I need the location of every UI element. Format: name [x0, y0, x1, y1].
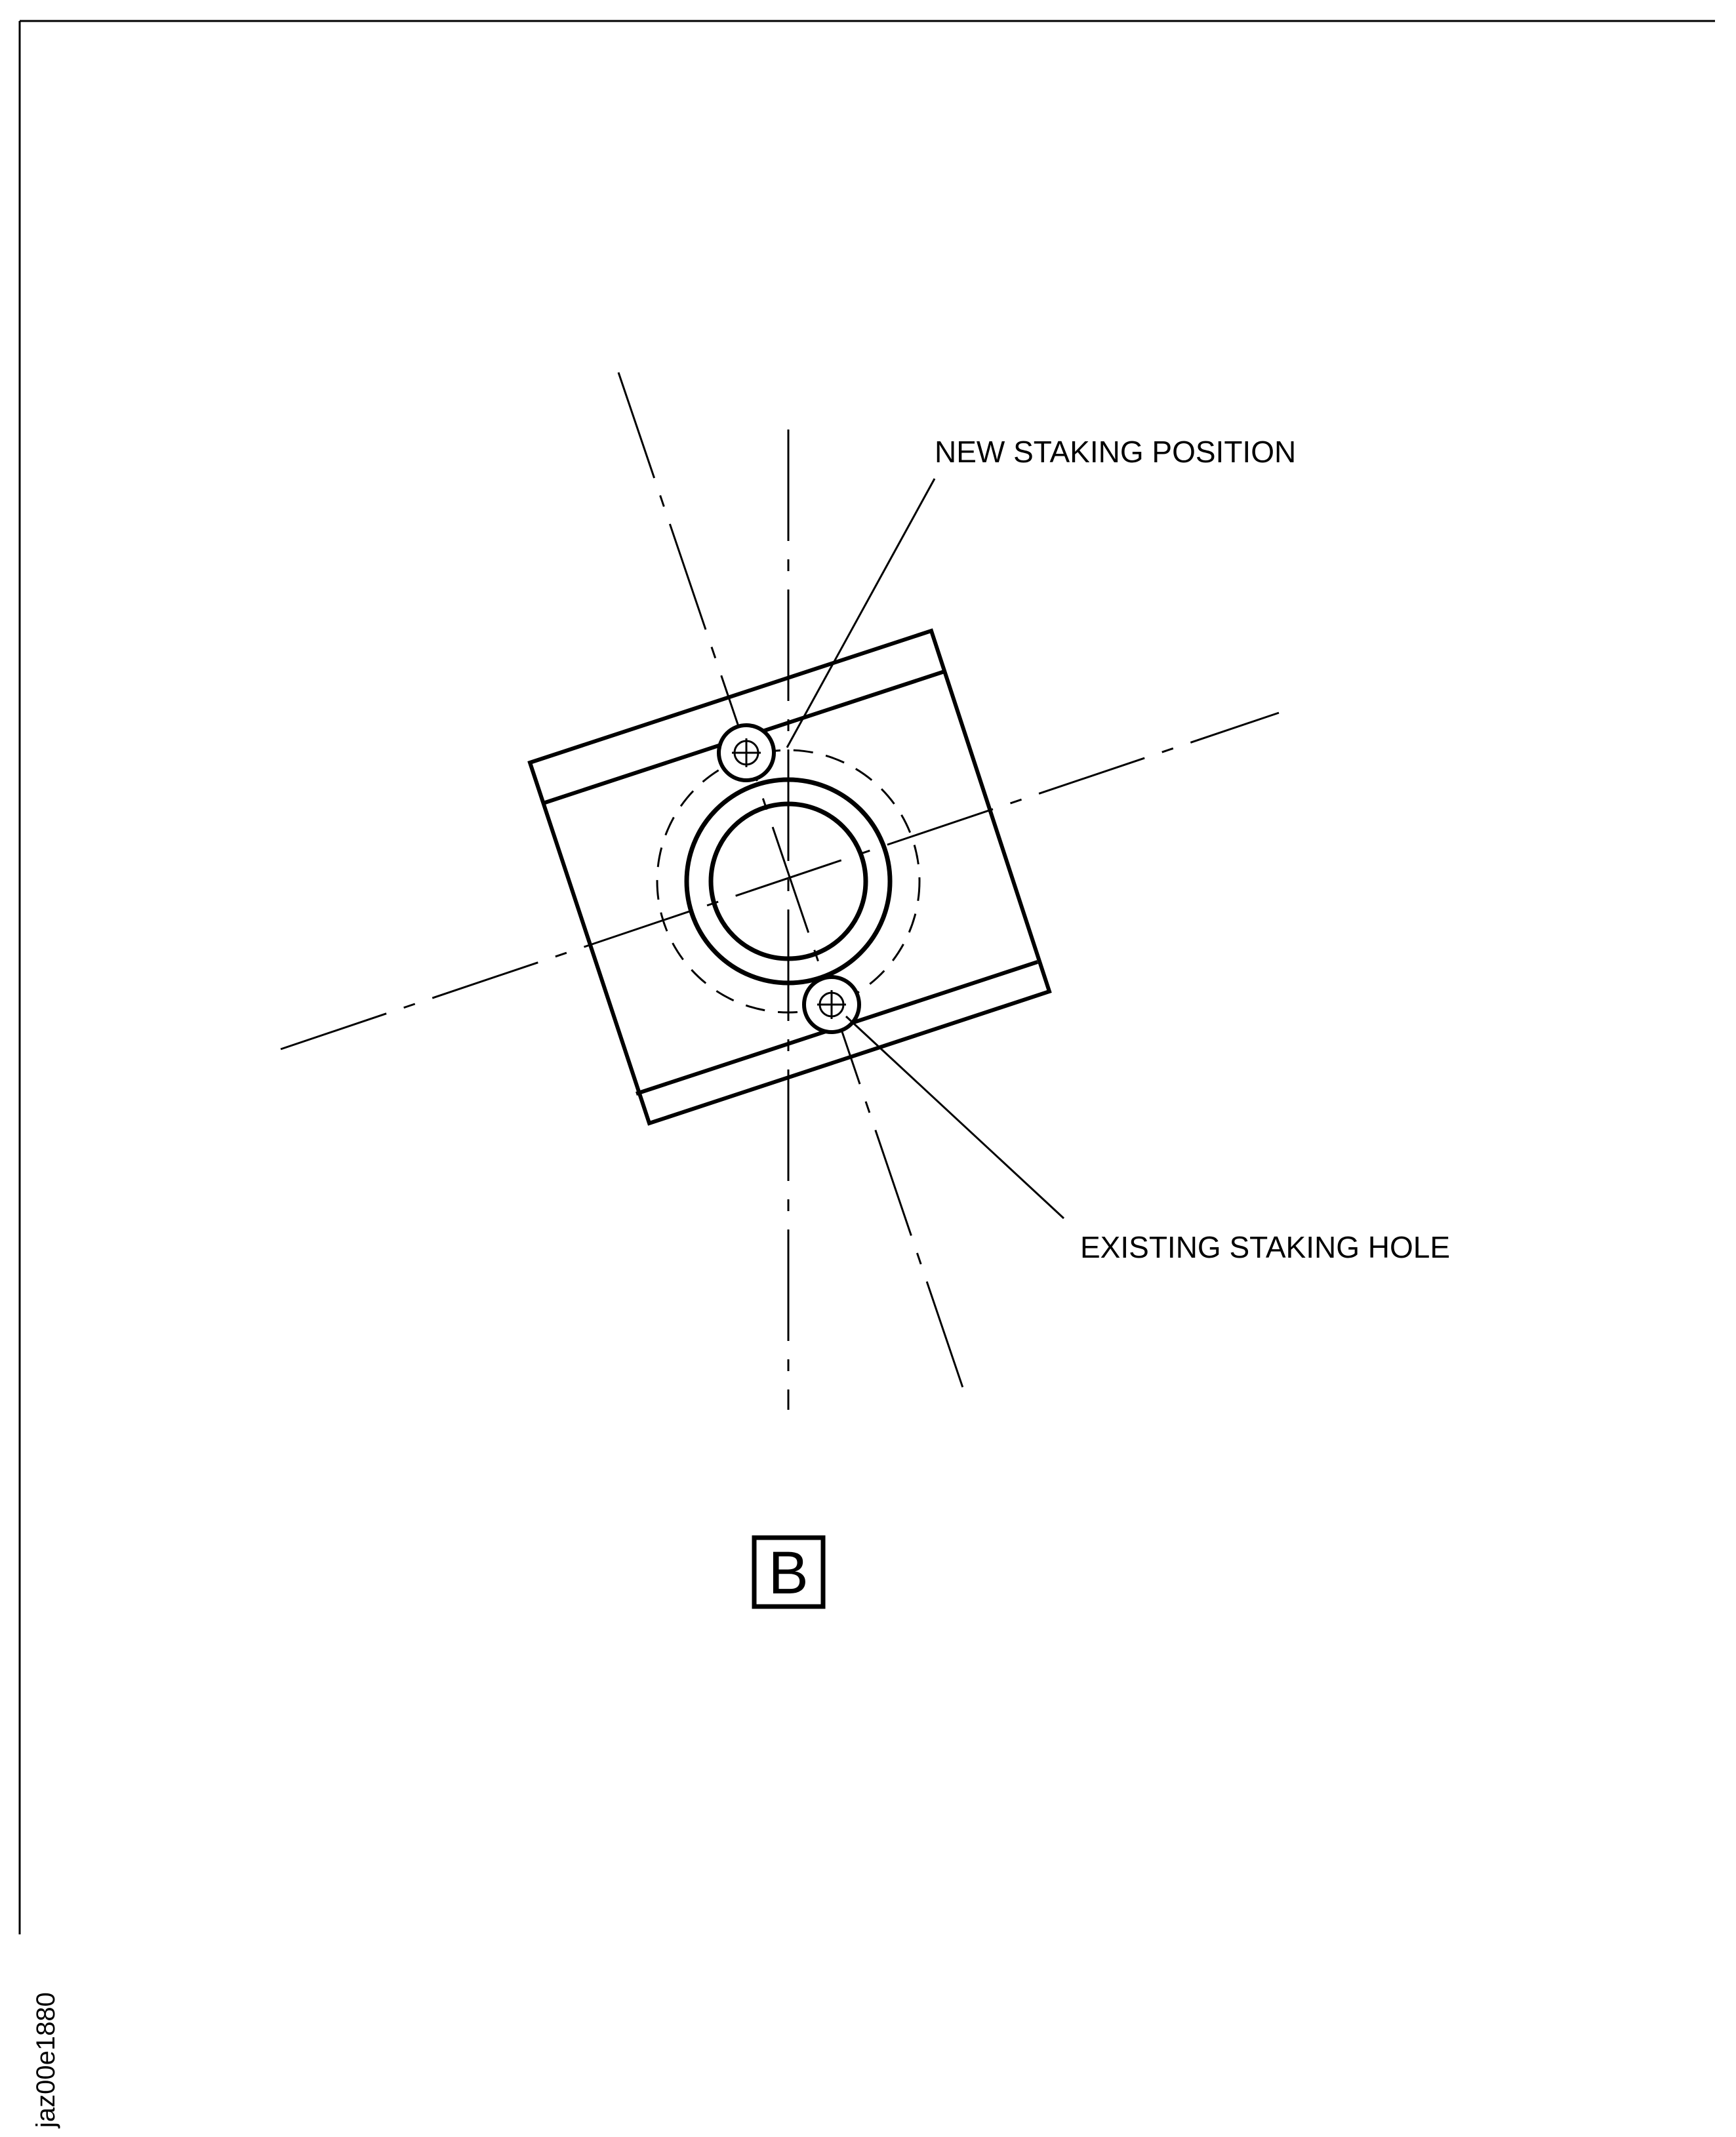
new-staking-leader [787, 479, 935, 748]
existing-staking-leader [846, 1016, 1064, 1218]
drawing-code: jaz00e1880 [31, 1992, 60, 2128]
existing-staking-hole [804, 977, 859, 1032]
new-staking-position-label: NEW STAKING POSITION [935, 435, 1297, 469]
staking-axis-line [618, 372, 964, 1391]
existing-staking-hole-label: EXISTING STAKING HOLE [1080, 1230, 1451, 1264]
transverse-centerline [281, 713, 1279, 1049]
new-staking-position-hole [719, 725, 774, 780]
view-label: B [768, 1540, 809, 1607]
